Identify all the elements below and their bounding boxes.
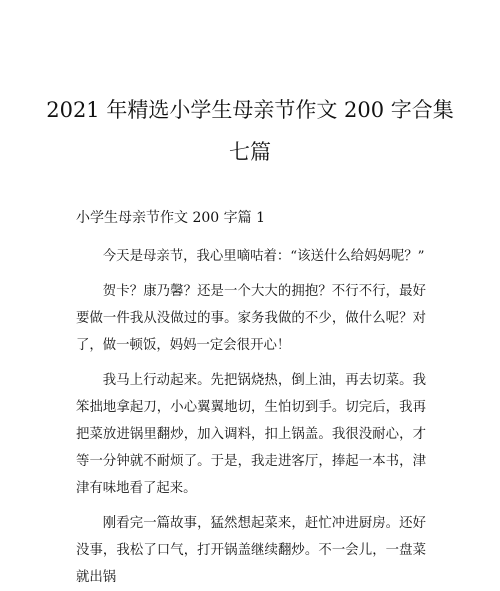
- section-heading: 小学生母亲节作文 200 字篇 1: [76, 210, 265, 226]
- document-title-line-2: 七篇: [229, 140, 271, 164]
- paragraph-2: 贺卡？康乃馨？还是一个大大的拥抱？不行不行，最好要做一件我从没做过的事。家务我做的不少，做什么呢？对了，做一顿饭，妈妈一定会很开心！: [76, 284, 426, 353]
- paragraph-3: 我马上行动起来。先把锅烧热，倒上油，再去切菜。我笨拙地拿起刀，小心翼翼地切，生怕切到手。切完后，我再把菜放进锅里翻炒，加入调料，扣上锅盖。我很没耐心，才等一分钟就不耐烦了。于是，我走进客厅，捧起一本书，津津有味地看了起来。: [76, 373, 426, 496]
- paragraph-4: 刚看完一篇故事，猛然想起菜来，赶忙冲进厨房。还好没事，我松了口气，打开锅盖继续翻炒。不一会儿，一盘菜就出锅: [76, 516, 426, 585]
- paragraph-1: 今天是母亲节，我心里嘀咕着：“该送什么给妈妈呢？”: [102, 249, 425, 264]
- document-title-line-1: 2021 年精选小学生母亲节作文 200 字合集: [46, 98, 454, 122]
